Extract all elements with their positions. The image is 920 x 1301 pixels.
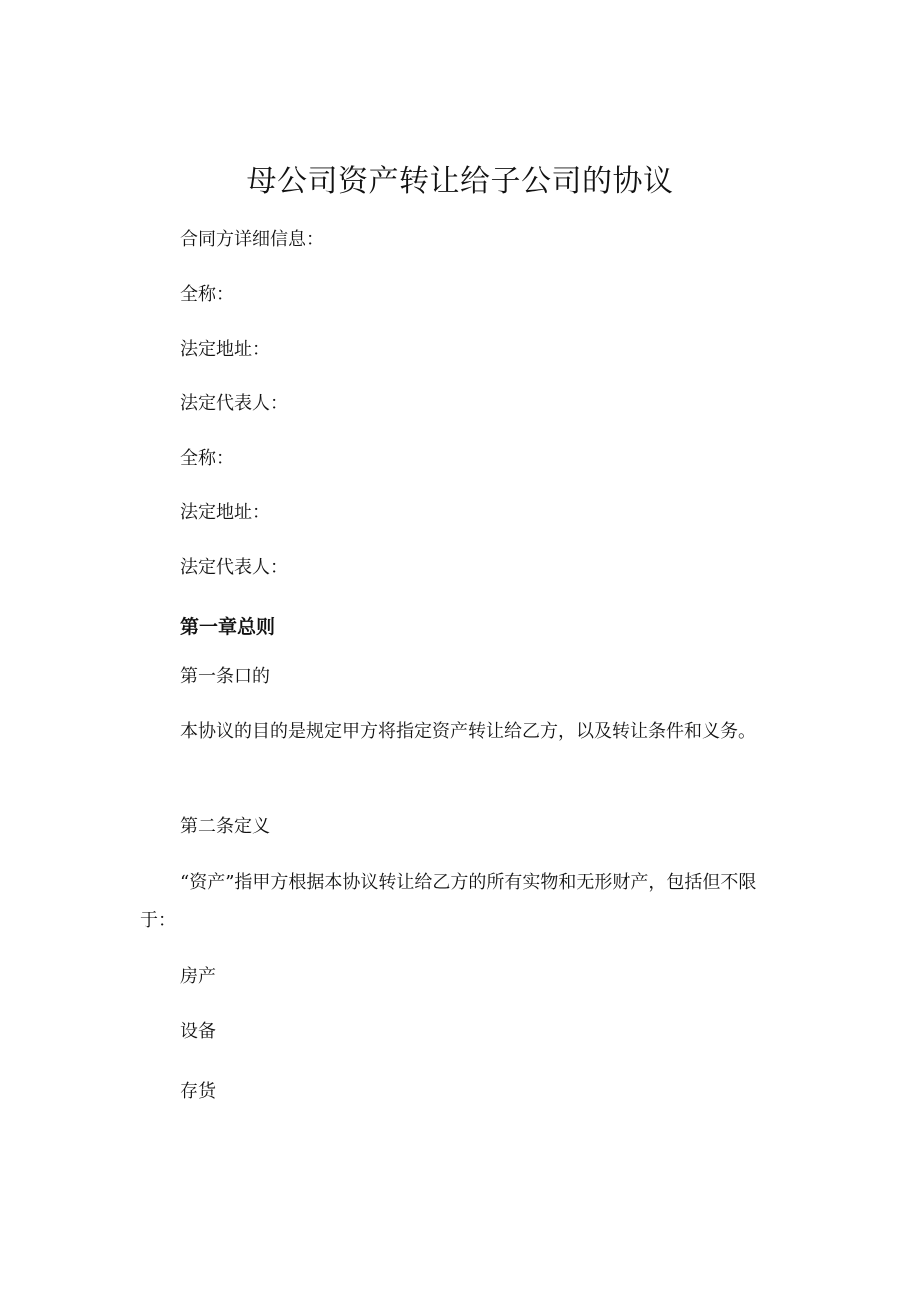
party-a-legal-address-label: 法定地址：	[180, 339, 270, 360]
article-2-heading: 第二条定义	[180, 816, 270, 837]
party-info-heading: 合同方详细信息：	[180, 229, 324, 250]
asset-item-real-estate: 房产	[180, 966, 216, 987]
party-a-legal-rep-label: 法定代表人：	[180, 393, 288, 414]
article-1-text: 本协议的目的是规定甲方将指定资产转让给乙方，以及转让条件和义务。	[180, 721, 756, 742]
party-b-full-name-label: 全称：	[180, 448, 234, 469]
party-b-legal-rep-label: 法定代表人：	[180, 557, 288, 578]
article-1-heading: 第一条口的	[180, 666, 270, 687]
asset-item-equipment: 设备	[180, 1021, 216, 1042]
document-title: 母公司资产转让给子公司的协议	[246, 164, 674, 199]
asset-item-inventory: 存货	[180, 1081, 216, 1102]
party-a-full-name-label: 全称：	[180, 284, 234, 305]
article-2-text: “资产”指甲方根据本协议转让给乙方的所有实物和无形财产，包括但不限于：	[140, 872, 757, 931]
chapter-1-heading: 第一章总则	[180, 616, 276, 638]
party-b-legal-address-label: 法定地址：	[180, 502, 270, 523]
